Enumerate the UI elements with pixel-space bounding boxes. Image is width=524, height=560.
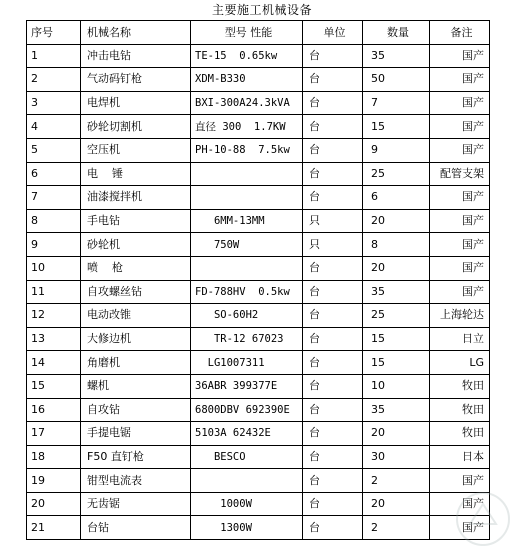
- cell-no: 19: [27, 469, 81, 493]
- cell-unit: 台: [303, 186, 363, 210]
- header-qty: 数量: [363, 21, 430, 45]
- table-row: [27, 162, 490, 186]
- cell-qty: 2: [363, 516, 430, 540]
- cell-note: 国产: [430, 469, 490, 493]
- cell-unit: 台: [303, 398, 363, 422]
- cell-no: 8: [27, 209, 81, 233]
- cell-note: 上海轮达: [430, 304, 490, 328]
- document-title: 主要施工机械设备: [211, 3, 312, 17]
- cell-name: 大修边机: [81, 327, 191, 351]
- cell-name: 台钻: [81, 516, 191, 540]
- cell-model: TR-12 67023: [191, 327, 303, 351]
- cell-qty: 15: [363, 351, 430, 375]
- header-name: 机械名称: [81, 21, 191, 45]
- cell-unit: 台: [303, 516, 363, 540]
- cell-note: 国产: [430, 516, 490, 540]
- cell-name: 角磨机: [81, 351, 191, 375]
- cell-no: 17: [27, 422, 81, 446]
- cell-no: 4: [27, 115, 81, 139]
- cell-qty: 35: [363, 398, 430, 422]
- cell-unit: 台: [303, 256, 363, 280]
- cell-qty: 20: [363, 492, 430, 516]
- cell-unit: 台: [303, 162, 363, 186]
- equipment-table: [26, 20, 490, 540]
- cell-no: 7: [27, 186, 81, 210]
- cell-model: 36ABR 399377E: [191, 374, 303, 398]
- cell-note: 配管支架: [430, 162, 490, 186]
- cell-no: 12: [27, 304, 81, 328]
- cell-qty: 9: [363, 138, 430, 162]
- cell-unit: 台: [303, 280, 363, 304]
- cell-note: 国产: [430, 492, 490, 516]
- cell-name: 砂轮机: [81, 233, 191, 257]
- cell-unit: 台: [303, 44, 363, 68]
- cell-qty: 8: [363, 233, 430, 257]
- cell-unit: 台: [303, 115, 363, 139]
- cell-note: 牧田: [430, 398, 490, 422]
- cell-name: 螺机: [81, 374, 191, 398]
- watermark-logo: [448, 484, 518, 554]
- cell-name: 冲击电钻: [81, 44, 191, 68]
- cell-model: [191, 256, 303, 280]
- cell-model: XDM-B330: [191, 68, 303, 92]
- cell-no: 10: [27, 256, 81, 280]
- cell-name: 油漆搅拌机: [81, 186, 191, 210]
- cell-no: 21: [27, 516, 81, 540]
- cell-name: 手电钻: [81, 209, 191, 233]
- table-row: [27, 492, 490, 516]
- cell-name: 自攻螺丝钻: [81, 280, 191, 304]
- cell-name: 无齿锯: [81, 492, 191, 516]
- cell-model: FD-788HV 0.5kw: [191, 280, 303, 304]
- cell-unit: 台: [303, 68, 363, 92]
- cell-name: 钳型电流表: [81, 469, 191, 493]
- cell-no: 20: [27, 492, 81, 516]
- cell-unit: 只: [303, 209, 363, 233]
- cell-name: 喷 枪: [81, 256, 191, 280]
- table-row: [27, 280, 490, 304]
- cell-no: 5: [27, 138, 81, 162]
- cell-name: 电动改锥: [81, 304, 191, 328]
- cell-note: 国产: [430, 91, 490, 115]
- table-row: [27, 138, 490, 162]
- table-row: [27, 516, 490, 540]
- cell-qty: 7: [363, 91, 430, 115]
- cell-qty: 20: [363, 422, 430, 446]
- table-header-row: [27, 21, 490, 45]
- cell-model: 6MM-13MM: [191, 209, 303, 233]
- header-note: 备注: [430, 21, 490, 45]
- cell-unit: 台: [303, 492, 363, 516]
- cell-no: 15: [27, 374, 81, 398]
- table-row: [27, 304, 490, 328]
- cell-model: 1300W: [191, 516, 303, 540]
- cell-name: 空压机: [81, 138, 191, 162]
- table-row: [27, 327, 490, 351]
- cell-no: 13: [27, 327, 81, 351]
- cell-model: 6800DBV 692390E: [191, 398, 303, 422]
- cell-unit: 只: [303, 233, 363, 257]
- cell-note: 日立: [430, 327, 490, 351]
- cell-qty: 25: [363, 304, 430, 328]
- table-row: [27, 469, 490, 493]
- cell-unit: 台: [303, 469, 363, 493]
- cell-note: 国产: [430, 68, 490, 92]
- cell-note: 牧田: [430, 422, 490, 446]
- cell-model: BESCO: [191, 445, 303, 469]
- cell-qty: 15: [363, 327, 430, 351]
- cell-no: 14: [27, 351, 81, 375]
- cell-unit: 台: [303, 351, 363, 375]
- cell-no: 18: [27, 445, 81, 469]
- cell-name: 电焊机: [81, 91, 191, 115]
- table-row: [27, 44, 490, 68]
- table-row: [27, 115, 490, 139]
- cell-no: 6: [27, 162, 81, 186]
- cell-unit: 台: [303, 304, 363, 328]
- cell-no: 1: [27, 44, 81, 68]
- cell-model: BXI-300A24.3kVA: [191, 91, 303, 115]
- cell-note: LG: [430, 351, 490, 375]
- cell-qty: 20: [363, 256, 430, 280]
- table-row: [27, 209, 490, 233]
- cell-unit: 台: [303, 327, 363, 351]
- cell-name: 气动码钉枪: [81, 68, 191, 92]
- cell-name: 手提电锯: [81, 422, 191, 446]
- cell-unit: 台: [303, 445, 363, 469]
- cell-note: 国产: [430, 209, 490, 233]
- cell-model: [191, 186, 303, 210]
- cell-model: [191, 469, 303, 493]
- cell-no: 2: [27, 68, 81, 92]
- cell-model: PH-10-88 7.5kw: [191, 138, 303, 162]
- cell-name: 砂轮切割机: [81, 115, 191, 139]
- cell-unit: 台: [303, 91, 363, 115]
- table-row: [27, 233, 490, 257]
- cell-qty: 35: [363, 44, 430, 68]
- table-row: [27, 445, 490, 469]
- cell-model: [191, 162, 303, 186]
- cell-name: 自攻钻: [81, 398, 191, 422]
- cell-no: 16: [27, 398, 81, 422]
- cell-model: 5103A 62432E: [191, 422, 303, 446]
- table-row: [27, 351, 490, 375]
- cell-no: 9: [27, 233, 81, 257]
- cell-model: TE-15 0.65kw: [191, 44, 303, 68]
- cell-name: 电 锤: [81, 162, 191, 186]
- cell-qty: 2: [363, 469, 430, 493]
- cell-qty: 20: [363, 209, 430, 233]
- header-model: 型号 性能: [191, 21, 303, 45]
- table-row: [27, 68, 490, 92]
- cell-unit: 台: [303, 138, 363, 162]
- cell-qty: 30: [363, 445, 430, 469]
- cell-note: 国产: [430, 138, 490, 162]
- cell-qty: 10: [363, 374, 430, 398]
- table-row: [27, 374, 490, 398]
- table-row: [27, 186, 490, 210]
- cell-model: LG1007311: [191, 351, 303, 375]
- cell-note: 日本: [430, 445, 490, 469]
- table-row: [27, 422, 490, 446]
- cell-note: 国产: [430, 233, 490, 257]
- cell-unit: 台: [303, 374, 363, 398]
- cell-name: F50 直钉枪: [81, 445, 191, 469]
- cell-note: 国产: [430, 256, 490, 280]
- cell-no: 11: [27, 280, 81, 304]
- cell-note: 国产: [430, 44, 490, 68]
- cell-unit: 台: [303, 422, 363, 446]
- header-no: 序号: [27, 21, 81, 45]
- cell-note: 国产: [430, 115, 490, 139]
- cell-note: 国产: [430, 280, 490, 304]
- header-unit: 单位: [303, 21, 363, 45]
- table-row: [27, 256, 490, 280]
- cell-model: 750W: [191, 233, 303, 257]
- cell-qty: 6: [363, 186, 430, 210]
- cell-note: 国产: [430, 186, 490, 210]
- table-row: [27, 91, 490, 115]
- cell-model: 直径 300 1.7KW: [191, 115, 303, 139]
- cell-qty: 15: [363, 115, 430, 139]
- cell-note: 牧田: [430, 374, 490, 398]
- cell-model: SO-60H2: [191, 304, 303, 328]
- table-row: [27, 398, 490, 422]
- cell-model: 1000W: [191, 492, 303, 516]
- cell-qty: 35: [363, 280, 430, 304]
- cell-no: 3: [27, 91, 81, 115]
- cell-qty: 50: [363, 68, 430, 92]
- cell-qty: 25: [363, 162, 430, 186]
